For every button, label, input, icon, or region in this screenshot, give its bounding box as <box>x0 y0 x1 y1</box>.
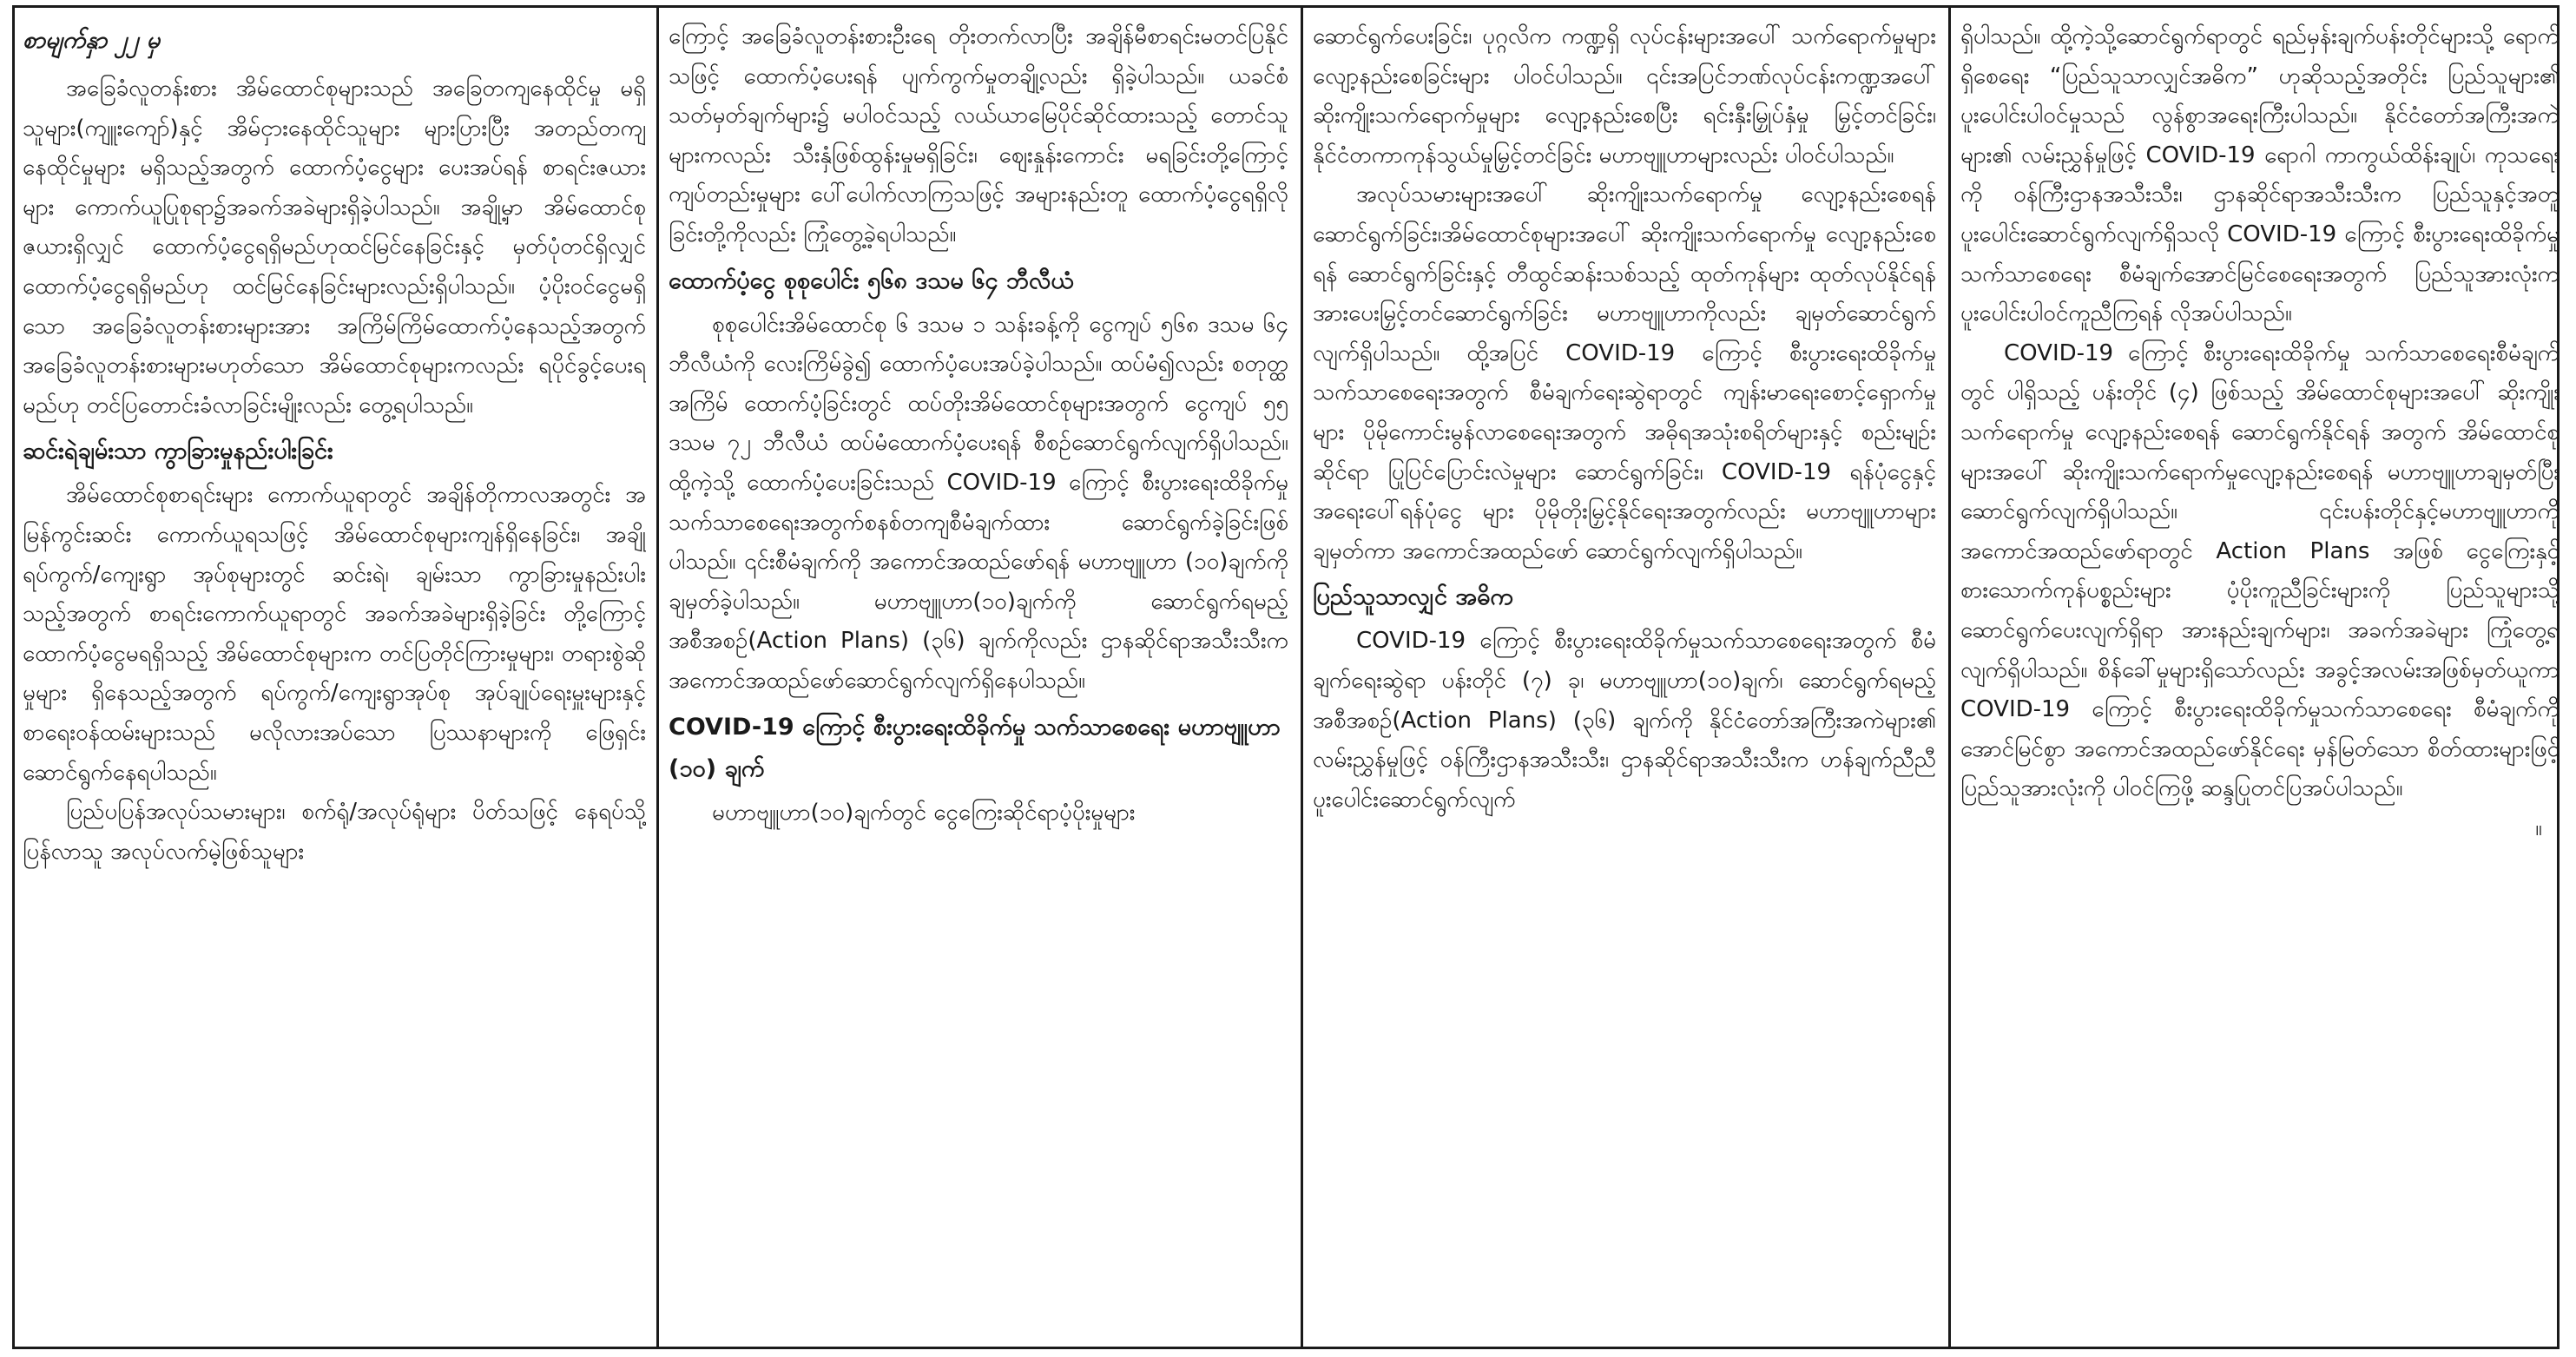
subheading: ဆင်းရဲချမ်းသာ ကွာခြားမှုနည်းပါးခြင်း <box>23 438 333 465</box>
continued-from-label: စာမျက်နှာ ၂၂ မှ <box>23 27 161 54</box>
paragraph: အလုပ်သမားများအပေါ် ဆိုးကျိုးသက်ရောက်မှု လျော့နည်းစေရန် ဆောင်ရွက်ခြင်း၊အိမ်ထောင်စုများအပေါ် ဆိုးကျိုးသက်ရောက်မှု လျော့နည်းစေရန် ဆောင်ရွက်ခြင်းနှင့် တီထွင်ဆန်းသစ်သည့် ထုတ်ကုန်များ ထုတ်လုပ်နိုင်ရန် အားပေးမြှင့်တင်ဆောင်ရွက်ခြင်း မဟာဗျူဟာကိုလည်း ချမှတ်ဆောင်ရွက်လျက်ရှိပါသည်။ ထို့အပြင် COVID-19 ကြောင့် စီးပွားရေးထိခိုက်မှု သက်သာစေရေးအတွက် စီမံချက်ရေးဆွဲရာတွင် ကျန်းမာရေးစောင့်ရှောက်မှုများ ပိုမိုကောင်းမွန်လာစေရေးအတွက် အဓိုရအသုံးစရိတ်များနှင့် စည်းမျဉ်းဆိုင်ရာ ပြုပြင်ပြောင်းလဲမှုများ ဆောင်ရွက်ခြင်း၊ COVID-19 ရန်ပုံငွေနှင့် အရေးပေါ်ရန်ပုံငွေ များ ပိုမိုတိုးမြှင့်နိုင်ရေးအတွက်လည်း မဟာဗျူဟာများ ချမှတ်ကာ အကောင်အထည်ဖော် ဆောင်ရွက်လျက်ရှိပါသည်။ <box>1313 181 1936 564</box>
paragraph: ဆောင်ရွက်ပေးခြင်း၊ ပုဂ္ဂလိက ကဏ္ဍရှိ လုပ်ငန်းများအပေါ် သက်ရောက်မှုများ လျော့နည်းစေခြင်းများ ပါဝင်ပါသည်။ ၎င်းအပြင်ဘဏ်လုပ်ငန်းကဏ္ဍအပေါ် ဆိုးကျိုးသက်ရောက်မှုများ လျော့နည်းစေပြီး ရင်းနှီးမြှုပ်နှံမှု မြှင့်တင်ခြင်း၊ နိုင်ငံတကာကုန်သွယ်မှုမြှင့်တင်ခြင်း မဟာဗျူဟာများလည်း ပါဝင်ပါသည်။ <box>1313 23 1936 168</box>
paragraph: ရှိပါသည်။ ထို့ကဲ့သို့ဆောင်ရွက်ရာတွင် ရည်မှန်းချက်ပန်းတိုင်များသို့ ရောက်ရှိစေရေး “ပြည်သူသာလျှင်အဓိက” ဟုဆိုသည့်အတိုင်း ပြည်သူများ၏ ပူးပေါင်းပါဝင်မှုသည် လွန်စွာအရေးကြီးပါသည်။ နိုင်ငံတော်အကြီးအကဲများ၏ လမ်းညွှန်မှုဖြင့် COVID-19 ရောဂါ ကာကွယ်ထိန်းချုပ်၊ ကုသရေးကို ဝန်ကြီးဌာနအသီးသီး၊ ဌာနဆိုင်ရာအသီးသီးက ပြည်သူနှင့်အတူ ပူးပေါင်းဆောင်ရွက်လျက်ရှိသလို COVID-19 ကြောင့် စီးပွားရေးထိခိုက်မှုသက်သာစေရေး စီမံချက်အောင်မြင်စေရေးအတွက် ပြည်သူအားလုံးက ပူးပေါင်းပါဝင်ကူညီကြရန် လိုအပ်ပါသည်။ <box>1960 23 2560 327</box>
column-1 <box>23 17 646 1340</box>
subheading: ထောက်ပံ့ငွေ စုစုပေါင်း ၅၆၈ ဒသမ ၆၄ ဘီလီယံ <box>669 267 1074 294</box>
column-3 <box>1313 17 1936 1340</box>
paragraph: ပြည်ပပြန်အလုပ်သမားများ၊ စက်ရုံ/အလုပ်ရုံများ ပိတ်သဖြင့် နေရပ်သို့ပြန်လာသူ အလုပ်လက်မဲ့ဖြစ်သူများ <box>23 799 646 865</box>
paragraph: အခြေခံလူတန်းစား အိမ်ထောင်စုများသည် အခြေတကျနေထိုင်မှု မရှိသူများ(ကျူးကျော်)နှင့် အိမ်ငှားနေထိုင်သူများ များပြားပြီး အတည်တကျနေထိုင်မှုများ မရှိသည့်အတွက် ထောက်ပံ့ငွေများ ပေးအပ်ရန် စာရင်းဇယားများ ကောက်ယူပြုစုရာ၌အခက်အခဲများရှိခဲ့ပါသည်။ အချို့မှာ အိမ်ထောင်စုဇယားရှိလျှင် ထောက်ပံ့ငွေရရှိမည်ဟုထင်မြင်နေခြင်းနှင့် မှတ်ပုံတင်ရှိလျှင် ထောက်ပံ့ငွေရရှိမည်ဟု ထင်မြင်နေခြင်းများလည်းရှိပါသည်။ ပံ့ပိုးဝင်ငွေမရှိသော အခြေခံလူတန်းစားများအား အကြိမ်ကြိမ်ထောက်ပံ့နေသည့်အတွက် အခြေခံလူတန်းစားများမဟုတ်သော အိမ်ထောင်စုများကလည်း ရပိုင်ခွင့်ပေးရမည်ဟု တင်ပြတောင်းခံလာခြင်းမျိုးလည်း တွေ့ရပါသည်။ <box>23 76 646 418</box>
end-mark: ။ <box>2535 814 2542 841</box>
subheading: ပြည်သူသာလျှင် အဓိက <box>1313 583 1513 611</box>
column-4 <box>1960 17 2560 1340</box>
paragraph: ကြောင့် အခြေခံလူတန်းစားဦးရေ တိုးတက်လာပြီး အချိန်မီစာရင်းမတင်ပြနိုင်သဖြင့် ထောက်ပံ့ပေးရန် ပျက်ကွက်မှုတချို့လည်း ရှိခဲ့ပါသည်။ ယခင်စံသတ်မှတ်ချက်များ၌ မပါဝင်သည့် လယ်ယာမြေပိုင်ဆိုင်ထားသည့် တောင်သူများကလည်း သီးနှံဖြစ်ထွန်းမှုမရှိခြင်း၊ ဈေးနှုန်းကောင်း မရခြင်းတို့ကြောင့် ကျပ်တည်းမှုများ ပေါ်ပေါက်လာကြသဖြင့် အများနည်းတူ ထောက်ပံ့ငွေရရှိလိုခြင်းတို့ကိုလည်း ကြုံတွေ့ခဲ့ရပါသည်။ <box>669 23 1288 247</box>
paragraph: COVID-19 ကြောင့် စီးပွားရေးထိခိုက်မှု သက်သာစေရေးစီမံချက်တွင် ပါရှိသည့် ပန်းတိုင် (၄) ဖြစ်သည့် အိမ်ထောင်စုများအပေါ် ဆိုးကျိုးသက်ရောက်မှု လျော့နည်းစေရန် ဆောင်ရွက်နိုင်ရန် အတွက် အိမ်ထောင်စုများအပေါ် ဆိုးကျိုးသက်ရောက်မှုလျော့နည်းစေရန် မဟာဗျူဟာချမှတ်ပြီး ဆောင်ရွက်လျက်ရှိပါသည်။ ၎င်းပန်းတိုင်နှင့်မဟာဗျူဟာကို အကောင်အထည်ဖော်ရာတွင် Action Plans အဖြစ် ငွေကြေးနှင့်စားသောက်ကုန်ပစ္စည်းများ ပံ့ပိုးကူညီခြင်းများကို ပြည်သူများသို့ ဆောင်ရွက်ပေးလျက်ရှိရာ အားနည်းချက်များ၊ အခက်အခဲများ ကြုံတွေ့ရလျက်ရှိပါသည်။ စိန်ခေါ်မှုများရှိသော်လည်း အခွင့်အလမ်းအဖြစ်မှတ်ယူကာ COVID-19 ကြောင့် စီးပွားရေးထိခိုက်မှုသက်သာစေရေး စီမံချက်ကို အောင်မြင်စွာ အကောင်အထည်ဖော်နိုင်ရေး မှန်မြတ်သော စိတ်ထားများဖြင့် ပြည်သူအားလုံးကို ပါဝင်ကြဖို့ ဆန္ဒပြုတင်ပြအပ်ပါသည်။ <box>1960 339 2560 802</box>
subheading: COVID-19 ကြောင့် စီးပွားရေးထိခိုက်မှု သက်သာစေရေး မဟာဗျူဟာ (၁၀) ချက် <box>669 713 1281 782</box>
paragraph: COVID-19 ကြောင့် စီးပွားရေးထိခိုက်မှုသက်သာစေရေးအတွက် စီမံချက်ရေးဆွဲရာ ပန်းတိုင် (၇) ခု၊ မဟာဗျူဟာ(၁၀)ချက်၊ ဆောင်ရွက်ရမည့်အစီအစဉ်(Action Plans) (၃၆) ချက်ကို နိုင်ငံတော်အကြီးအကဲများ၏ လမ်းညွှန်မှုဖြင့် ဝန်ကြီးဌာနအသီးသီး၊ ဌာနဆိုင်ရာအသီးသီးက ဟန်ချက်ညီညီ ပူးပေါင်းဆောင်ရွက်လျက် <box>1313 628 1936 813</box>
paragraph: အိမ်ထောင်စုစာရင်းများ ကောက်ယူရာတွင် အချိန်တိုကာလအတွင်း အမြန်ကွင်းဆင်း ကောက်ယူရသဖြင့် အိမ်ထောင်စုများကျန်ရှိနေခြင်း၊ အချို့ရပ်ကွက်/ကျေးရွာ အုပ်စုများတွင် ဆင်းရဲ၊ ချမ်းသာ ကွာခြားမှုနည်းပါးသည့်အတွက် စာရင်းကောက်ယူရာတွင် အခက်အခဲများရှိခဲ့ခြင်း တို့ကြောင့် ထောက်ပံ့ငွေမရရှိသည့် အိမ်ထောင်စုများက တင်ပြတိုင်ကြားမှုများ၊ တရားစွဲဆိုမှုများ ရှိနေသည့်အတွက် ရပ်ကွက်/ကျေးရွာအုပ်စု အုပ်ချုပ်ရေးမှူးများနှင့် စာရေးဝန်ထမ်းများသည် မလိုလားအပ်သော ပြဿနာများကို ဖြေရှင်းဆောင်ရွက်နေရပါသည်။ <box>23 482 646 786</box>
column-rule <box>1301 5 1303 1349</box>
paragraph: မဟာဗျူဟာ(၁၀)ချက်တွင် ငွေကြေးဆိုင်ရာပံ့ပိုးမှုများ <box>712 799 1136 826</box>
column-rule <box>1948 5 1951 1349</box>
paragraph: စုစုပေါင်းအိမ်ထောင်စု ၆ ဒသမ ၁ သန်းခန့်ကို ငွေကျပ် ၅၆၈ ဒသမ ၆၄ ဘီလီယံကို လေးကြိမ်ခွဲ၍ ထောက်ပံ့ပေးအပ်ခဲ့ပါသည်။ ထပ်မံ၍လည်း စတုတ္ထအကြိမ် ထောက်ပံ့ခြင်းတွင် ထပ်တိုးအိမ်ထောင်စုများအတွက် ငွေကျပ် ၅၅ ဒသမ ၇၂ ဘီလီယံ ထပ်မံထောက်ပံ့ပေးရန် စီစဉ်ဆောင်ရွက်လျက်ရှိပါသည်။ ထို့ကဲ့သို့ ထောက်ပံ့ပေးခြင်းသည် COVID-19 ကြောင့် စီးပွားရေးထိခိုက်မှု သက်သာစေရေးအတွက်စနစ်တကျစီမံချက်ထား ဆောင်ရွက်ခဲ့ခြင်းဖြစ်ပါသည်။ ၎င်းစီမံချက်ကို အကောင်အထည်ဖော်ရန် မဟာဗျူဟာ (၁၀)ချက်ကို ချမှတ်ခဲ့ပါသည်။ မဟာဗျူဟာ(၁၀)ချက်ကို ဆောင်ရွက်ရမည့် အစီအစဉ်(Action Plans) (၃၆) ချက်ကိုလည်း ဌာနဆိုင်ရာအသီးသီးက အကောင်အထည်ဖော်ဆောင်ရွက်လျက်ရှိနေပါသည်။ <box>669 311 1288 694</box>
column-2 <box>669 17 1288 1340</box>
column-rule <box>656 5 659 1349</box>
